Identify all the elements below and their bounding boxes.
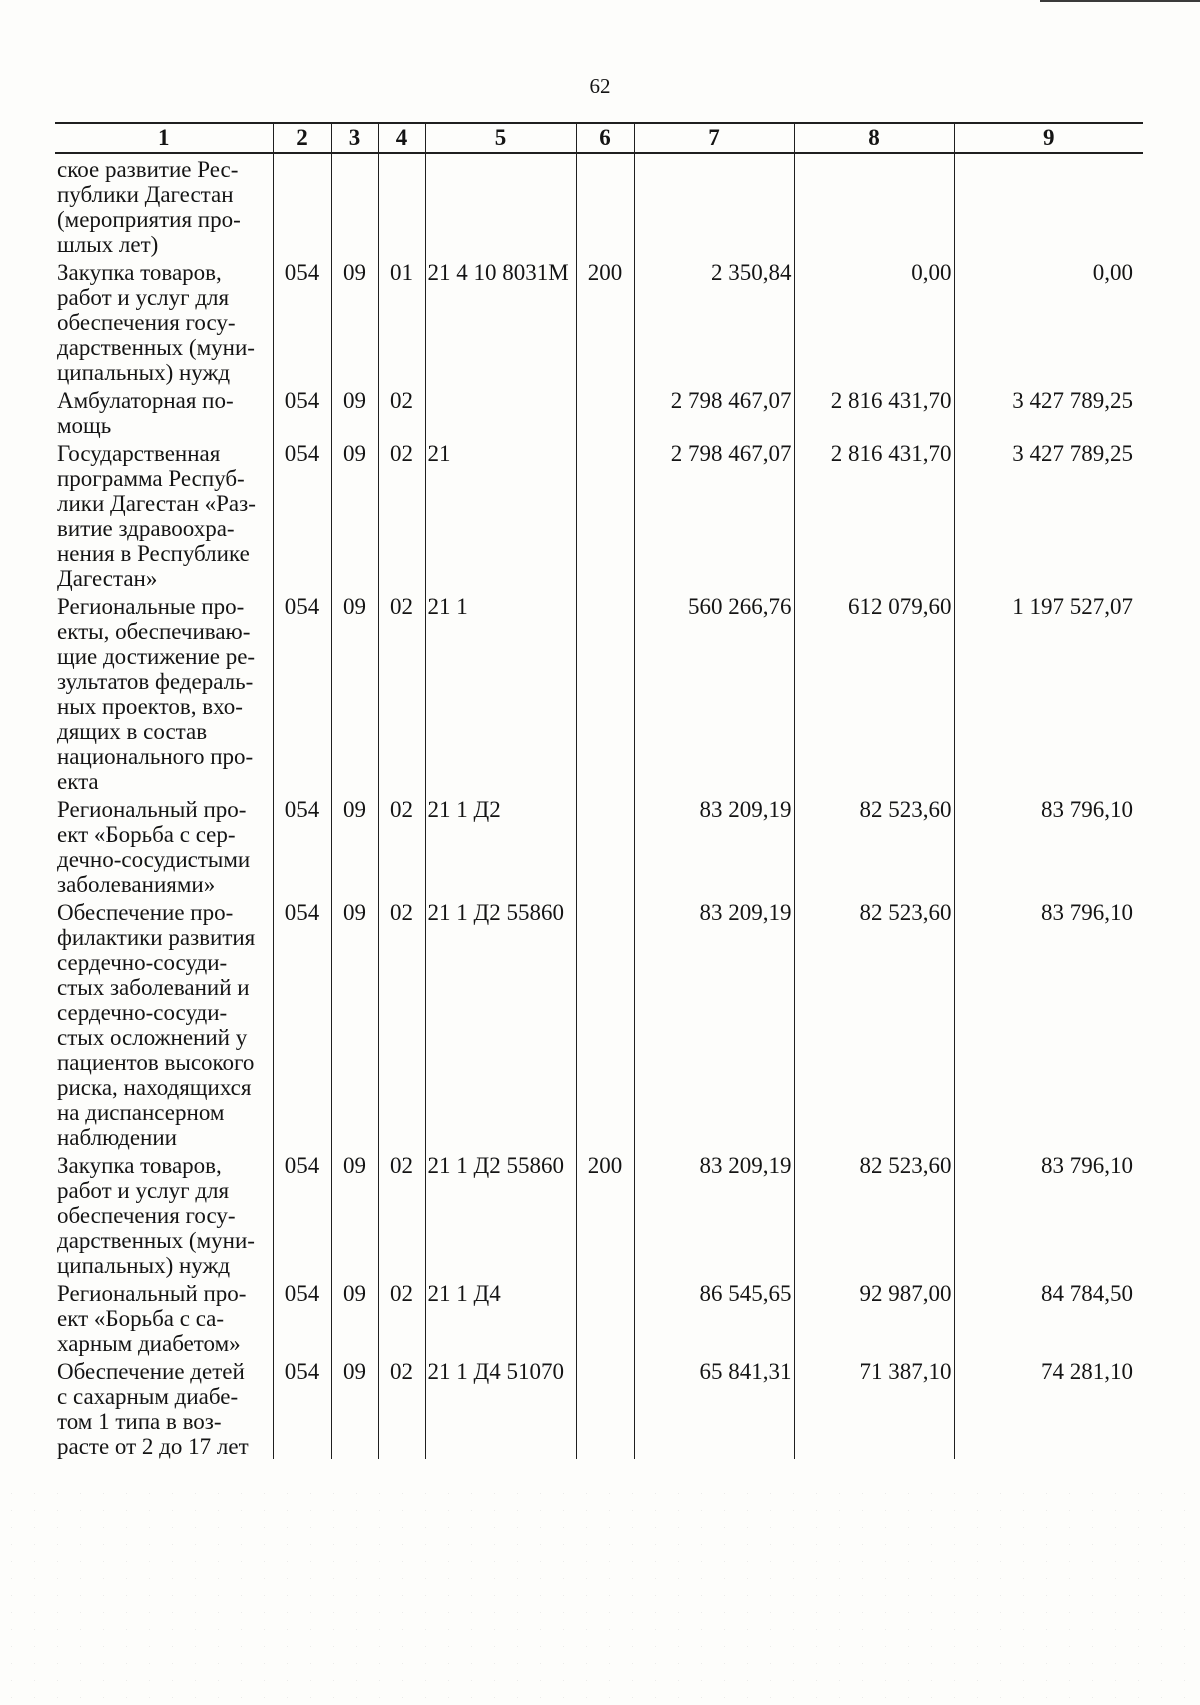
amount-col7-cell: 86 545,65: [634, 1278, 794, 1356]
section-cell: 09: [331, 438, 378, 591]
amount-col8-cell: 0,00: [794, 257, 954, 385]
amount-col9-cell: 84 784,50: [954, 1278, 1143, 1356]
amount-col7-cell: 83 209,19: [634, 794, 794, 897]
col-header-5: 5: [425, 123, 576, 153]
amount-col9-cell: 0,00: [954, 257, 1143, 385]
amount-col8-cell: 2 816 431,70: [794, 438, 954, 591]
expense-type-cell: [576, 591, 634, 794]
expense-type-cell: [576, 897, 634, 1150]
table-row: [55, 438, 1143, 591]
amount-col8-cell: 2 816 431,70: [794, 385, 954, 438]
row-name-cell: ское развитие Рес- публики Дагестан (мероприятия про- шлых лет): [55, 153, 273, 257]
expense-type-cell: [576, 438, 634, 591]
section-cell: 09: [331, 1150, 378, 1278]
subsection-cell: 02: [378, 1278, 425, 1356]
col-header-9: 9: [954, 123, 1143, 153]
target-article-cell: 21 1 Д2 55860: [425, 1150, 576, 1278]
scan-noise: [0, 1485, 1200, 1705]
amount-col7-cell: 2 798 467,07: [634, 438, 794, 591]
row-name-cell: Закупка товаров, работ и услуг для обеспечения госу- дарственных (муни- ципальных) нужд: [55, 257, 273, 385]
row-name-cell: Региональный про- ект «Борьба с са- харным диабетом»: [55, 1278, 273, 1356]
amount-col9-cell: 74 281,10: [954, 1356, 1143, 1459]
target-article-cell: [425, 385, 576, 438]
code-cell: 054: [273, 591, 331, 794]
expense-type-cell: [576, 385, 634, 438]
amount-col7-cell: 2 350,84: [634, 257, 794, 385]
target-article-cell: 21 4 10 8031М: [425, 257, 576, 385]
table-row: [55, 257, 1143, 385]
subsection-cell: 02: [378, 794, 425, 897]
amount-col7-cell: 560 266,76: [634, 591, 794, 794]
subsection-cell: 02: [378, 385, 425, 438]
row-name-cell: Региональные про- екты, обеспечиваю- щие достижение ре- зультатов федераль- ных проектов, вхо- дящих в состав национального про- екта: [55, 591, 273, 794]
target-article-cell: 21 1 Д4: [425, 1278, 576, 1356]
subsection-cell: [378, 153, 425, 257]
code-cell: 054: [273, 1150, 331, 1278]
target-article-cell: 21 1 Д4 51070: [425, 1356, 576, 1459]
subsection-cell: 02: [378, 591, 425, 794]
section-cell: 09: [331, 591, 378, 794]
amount-col9-cell: 3 427 789,25: [954, 385, 1143, 438]
amount-col9-cell: [954, 153, 1143, 257]
table-row: [55, 1150, 1143, 1278]
section-cell: 09: [331, 897, 378, 1150]
row-name-cell: Обеспечение детей с сахарным диабе- том 1 типа в воз- расте от 2 до 17 лет: [55, 1356, 273, 1459]
expense-type-cell: [576, 153, 634, 257]
section-cell: 09: [331, 1278, 378, 1356]
amount-col7-cell: 83 209,19: [634, 1150, 794, 1278]
expense-type-cell: 200: [576, 1150, 634, 1278]
section-cell: 09: [331, 257, 378, 385]
code-cell: 054: [273, 897, 331, 1150]
amount-col9-cell: 83 796,10: [954, 897, 1143, 1150]
row-name-cell: Амбулаторная по- мощь: [55, 385, 273, 438]
table-row: [55, 897, 1143, 1150]
col-header-4: 4: [378, 123, 425, 153]
section-cell: 09: [331, 794, 378, 897]
row-name-cell: Закупка товаров, работ и услуг для обеспечения госу- дарственных (муни- ципальных) нужд: [55, 1150, 273, 1278]
expense-type-cell: [576, 1356, 634, 1459]
amount-col7-cell: 2 798 467,07: [634, 385, 794, 438]
expense-type-cell: [576, 1278, 634, 1356]
col-header-7: 7: [634, 123, 794, 153]
amount-col9-cell: 83 796,10: [954, 1150, 1143, 1278]
subsection-cell: 02: [378, 1356, 425, 1459]
budget-table: [55, 122, 1143, 1459]
code-cell: [273, 153, 331, 257]
amount-col8-cell: 82 523,60: [794, 897, 954, 1150]
expense-type-cell: 200: [576, 257, 634, 385]
row-name-cell: Региональный про- ект «Борьба с сер- дечно-сосудистыми заболеваниями»: [55, 794, 273, 897]
code-cell: 054: [273, 1278, 331, 1356]
subsection-cell: 01: [378, 257, 425, 385]
amount-col9-cell: 1 197 527,07: [954, 591, 1143, 794]
table-row: [55, 591, 1143, 794]
code-cell: 054: [273, 438, 331, 591]
subsection-cell: 02: [378, 438, 425, 591]
target-article-cell: 21 1 Д2: [425, 794, 576, 897]
section-cell: 09: [331, 385, 378, 438]
code-cell: 054: [273, 385, 331, 438]
table-row: [55, 385, 1143, 438]
amount-col9-cell: 83 796,10: [954, 794, 1143, 897]
table-row: [55, 153, 1143, 257]
code-cell: 054: [273, 257, 331, 385]
amount-col8-cell: 612 079,60: [794, 591, 954, 794]
col-header-8: 8: [794, 123, 954, 153]
target-article-cell: 21 1 Д2 55860: [425, 897, 576, 1150]
row-name-cell: Обеспечение про- филактики развития сердечно-сосуди- стых заболеваний и сердечно-сосуди- стых осложнений у пациентов высокого риска, находящихся на диспансерном наблюдении: [55, 897, 273, 1150]
amount-col8-cell: [794, 153, 954, 257]
col-header-1: 1: [55, 123, 273, 153]
amount-col7-cell: 65 841,31: [634, 1356, 794, 1459]
amount-col8-cell: 82 523,60: [794, 1150, 954, 1278]
table-body: [55, 153, 1143, 1459]
amount-col7-cell: 83 209,19: [634, 897, 794, 1150]
code-cell: 054: [273, 794, 331, 897]
table-row: [55, 794, 1143, 897]
target-article-cell: 21: [425, 438, 576, 591]
amount-col7-cell: [634, 153, 794, 257]
subsection-cell: 02: [378, 897, 425, 1150]
page-number: 62: [589, 74, 611, 98]
scan-top-rule: [1040, 0, 1200, 2]
subsection-cell: 02: [378, 1150, 425, 1278]
amount-col8-cell: 82 523,60: [794, 794, 954, 897]
amount-col8-cell: 71 387,10: [794, 1356, 954, 1459]
col-header-6: 6: [576, 123, 634, 153]
expense-type-cell: [576, 794, 634, 897]
amount-col9-cell: 3 427 789,25: [954, 438, 1143, 591]
col-header-3: 3: [331, 123, 378, 153]
table-row: [55, 1278, 1143, 1356]
row-name-cell: Государственная программа Респуб- лики Дагестан «Раз- витие здравоохра- нения в Республике Дагестан»: [55, 438, 273, 591]
code-cell: 054: [273, 1356, 331, 1459]
amount-col8-cell: 92 987,00: [794, 1278, 954, 1356]
table-row: [55, 1356, 1143, 1459]
col-header-2: 2: [273, 123, 331, 153]
section-cell: 09: [331, 1356, 378, 1459]
section-cell: [331, 153, 378, 257]
target-article-cell: 21 1: [425, 591, 576, 794]
header-row: [55, 123, 1143, 153]
target-article-cell: [425, 153, 576, 257]
